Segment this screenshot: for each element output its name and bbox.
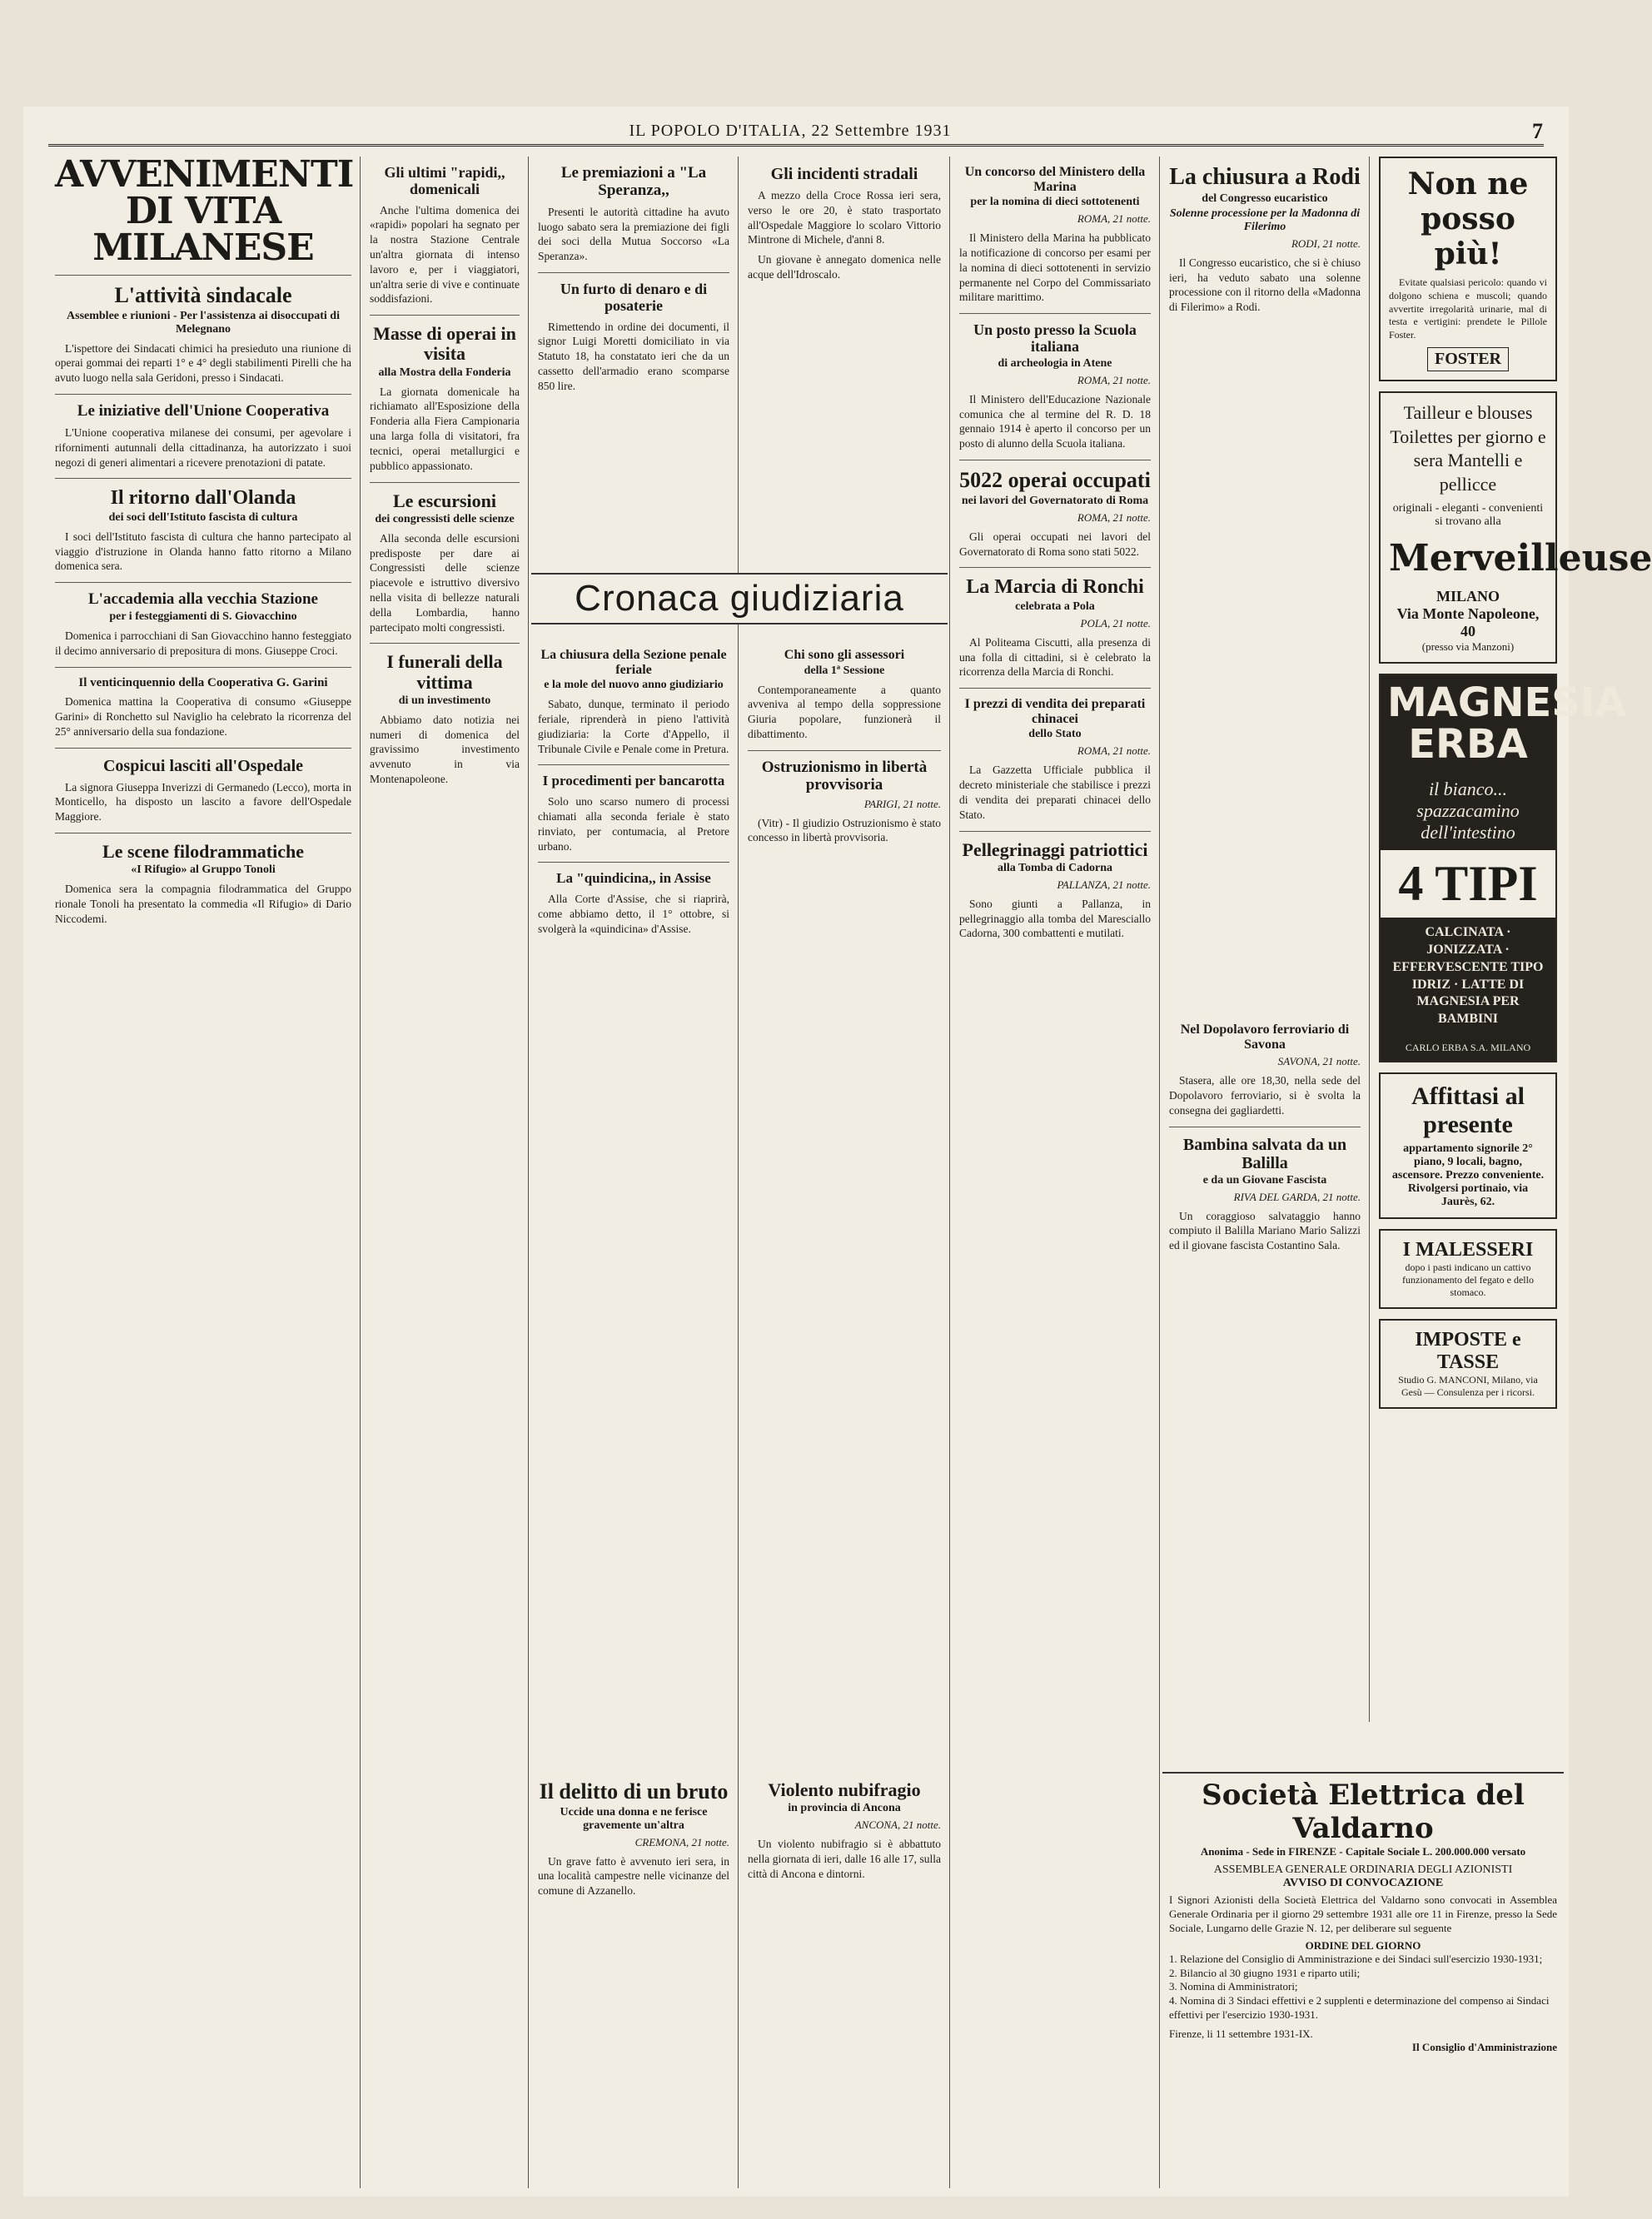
- masthead: [48, 118, 1544, 147]
- article-text: Un grave fatto è avvenuto ieri sera, in una località campestre nelle vicinanze del comune di Azzanello.: [538, 1854, 729, 1898]
- article-subtitle: di archeologia in Atene: [998, 356, 1112, 370]
- article-subtitle: per i festeggiamenti di S. Giovacchino: [109, 610, 297, 624]
- article-title: La Marcia di Ronchi: [966, 576, 1144, 599]
- notice-assembly: ASSEMBLEA GENERALE ORDINARIA DEGLI AZIONISTI: [1213, 1863, 1513, 1876]
- column-rule: [528, 157, 529, 2188]
- section-headline: AVVENIMENTI DI VITA MILANESE: [55, 153, 354, 269]
- article-title: Le premiazioni a "La Speranza,,: [560, 164, 707, 199]
- article-text: Gli operai occupati nei lavori del Governatorato di Roma sono stati 5022.: [959, 530, 1151, 558]
- article-subtitle: nei lavori del Governatorato di Roma: [961, 494, 1149, 507]
- column-rule: [1159, 157, 1160, 2188]
- ad-note: (presso via Manzoni): [1421, 639, 1515, 653]
- ad-malesseri: [1379, 1229, 1557, 1309]
- article-title: L'attività sindacale: [114, 283, 292, 307]
- newspaper-page: [23, 107, 1652, 2197]
- article-text: La Gazzetta Ufficiale pubblica il decreto ministeriale che stabilisce i prezzi di vendita dei preparati chinacei dello Stato.: [959, 764, 1151, 821]
- article-text: Contemporaneamente a quanto avveniva al tempo della soppressione Giuria popolare, funzionerà il dibattimento.: [748, 683, 941, 741]
- article-title: Le iniziative dell'Unione Cooperativa: [77, 402, 330, 420]
- article-title: Il venticinquennio della Cooperativa G. Garini: [78, 675, 328, 689]
- ad-title: MAGNESIA ERBA: [1381, 675, 1555, 773]
- article-text: Abbiamo dato notizia nei numeri di domenica del gravissimo investimento avvenuto in via Montenapoleone.: [370, 713, 520, 786]
- article-text: Un violento nubifragio si è abbattuto nella giornata di ieri, dalle 16 alle 17, sulla città di Ancona e dintorni.: [748, 1838, 941, 1880]
- ad-title: Affittasi al presente: [1411, 1082, 1525, 1139]
- ad-affittasi: [1379, 1072, 1557, 1219]
- article-text: Solo uno scarso numero di processi chiamati alla seconda feriale è stato rinviato, per contumacia, al Pretore urbano.: [538, 795, 729, 853]
- article-text: Stasera, alle ore 18,30, nella sede del Dopolavoro ferroviario, si è svolta la consegna dei gagliardetti.: [1169, 1074, 1361, 1117]
- ad-foster: [1379, 157, 1557, 381]
- article-title: Nel Dopolavoro ferroviario di Savona: [1180, 1022, 1350, 1052]
- dateline: ROMA, 21 notte.: [1077, 510, 1151, 524]
- ad-city: MILANO: [1436, 587, 1500, 605]
- article-text: L'Unione cooperativa milanese dei consumi, per agevolare i rifornimenti autunnali della cittadinanza, ha autorizzato i suoi negozi di generi alimentari a ricevere prenotazioni di patate.: [55, 425, 351, 469]
- article-subtitle: «I Rifugio» al Gruppo Tonoli: [131, 863, 276, 877]
- article-text: I soci dell'Istituto fascista di cultura che hanno partecipato al viaggio d'istruzione in Olanda hanno fatto ritorno a Milano domenica sera.: [55, 530, 351, 573]
- article-text: Presenti le autorità cittadine ha avuto luogo sabato sera la premiazione dei figli dei soci della Mutua Soccorso «La Speranza».: [538, 205, 729, 263]
- article-title: Ostruzionismo in libertà provvisoria: [761, 758, 928, 794]
- article-title: La "quindicina,, in Assise: [556, 870, 711, 887]
- article-title: Masse di operai in visita: [373, 323, 516, 365]
- notice-order-title: ORDINE DEL GIORNO: [1305, 1938, 1421, 1952]
- ad-title: I MALESSERI: [1402, 1239, 1534, 1261]
- article-text: Un giovane è annegato domenica nelle acque dell'Idroscalo.: [748, 253, 941, 281]
- dateline: PALLANZA, 21 notte.: [1057, 878, 1151, 891]
- article-subtitle: celebrata a Pola: [1015, 600, 1095, 613]
- article-title: Gli incidenti stradali: [770, 165, 918, 183]
- article-text: Il Ministero della Marina ha pubblicato la notificazione di concorso per esami per la nomina di dieci sottotenenti in servizio permanente nel Corpo del Commissariato militare marittimo.: [959, 231, 1151, 304]
- article-subtitle: Solenne processione per la Madonna di Filerimo: [1169, 206, 1361, 233]
- notice-text: I Signori Azionisti della Società Elettrica del Valdarno sono convocati in Assemblea Generale Ordinaria per il giorno 29 settembre 1931 alle ore 11 in Firenze, presso la Sede Sociale, Lungarno delle Grazie N. 12, per deliberare sul seguente: [1169, 1893, 1557, 1934]
- dateline: SAVONA, 21 notte.: [1277, 1055, 1361, 1068]
- column-rule: [360, 157, 361, 2188]
- article-title: Il delitto di un bruto: [539, 1779, 729, 1804]
- article-subtitle: del Congresso eucaristico: [1202, 192, 1328, 205]
- article-title: Le escursioni: [392, 490, 497, 511]
- ad-text: appartamento signorile 2° piano, 9 locali, bagno, ascensore. Prezzo conveniente. Rivolgersi portinaio, via Jaurès, 62.: [1391, 1142, 1545, 1209]
- column-rule: [949, 157, 950, 2188]
- notice-company-sub: Anonima - Sede in FIRENZE - Capitale Sociale L. 200.000.000 versato: [1200, 1845, 1526, 1858]
- page-number: 7: [1531, 118, 1544, 143]
- article-title: La chiusura della Sezione penale feriale: [540, 648, 727, 677]
- ad-brand: CARLO ERBA S.A. MILANO: [1381, 1035, 1555, 1061]
- article-subtitle: alla Mostra della Fonderia: [378, 366, 511, 379]
- dateline: RIVA DEL GARDA, 21 notte.: [1233, 1190, 1361, 1203]
- notice-valdarno: [1162, 1772, 1564, 2188]
- ad-text: Evitate qualsiasi pericolo: quando vi dolgono schiena e muscoli; quando avvertite irregolarità urinarie, mal di testa e vertigini: prendete le Pillole Foster.: [1389, 276, 1547, 341]
- column-4-bottom: [741, 1772, 948, 2188]
- notice-item: 3. Nomina di Amministratori;: [1169, 1980, 1298, 1993]
- notice-date: Firenze, li 11 settembre 1931-IX.: [1169, 2027, 1313, 2041]
- ad-title: Tailleur e blouses Toilettes per giorno e sera Mantelli e pellicce: [1390, 402, 1546, 495]
- article-text: La signora Giuseppa Inverizzi di Germanedo (Lecco), morta in Monticello, ha disposto un lascito a favore dell'Ospedale Maggiore.: [55, 780, 351, 823]
- article-title: Gli ultimi "rapidi,, domenicali: [384, 164, 505, 197]
- dateline: PARIGI, 21 notte.: [863, 797, 941, 810]
- section-headline: Cronaca giudiziaria: [575, 578, 904, 619]
- article-text: Domenica mattina la Cooperativa di consumo «Giuseppe Garini» di Ronchetto sul Naviglio ha celebrato la ricorrenza del 25° anniversario della sua fondazione.: [55, 695, 351, 738]
- article-title: La chiusura a Rodi: [1169, 164, 1361, 190]
- article-text: Un coraggioso salvataggio hanno compiuto il Balilla Mariano Mario Salizzi ed il giovane fascista Costantino Sala.: [1169, 1209, 1361, 1252]
- article-text: La giornata domenicale ha richiamato all'Esposizione della Fonderia alla Fiera Campionaria una larga folla di visitatori, fra tecnici, operai metallurgici e pubblico appassionato.: [370, 385, 520, 472]
- dateline: ROMA, 21 notte.: [1077, 212, 1151, 226]
- article-subtitle: e la mole del nuovo anno giudiziario: [544, 679, 724, 692]
- article-subtitle: alla Tomba di Cadorna: [997, 861, 1113, 874]
- article-subtitle: di un investimento: [398, 694, 491, 707]
- column-2: [363, 157, 526, 2188]
- column-1: [48, 153, 358, 2188]
- column-5: [953, 157, 1157, 2188]
- notice-item: 4. Nomina di 3 Sindaci effettivi e 2 supplenti e determinazione del compenso ai Sindaci effettivi per l'esercizio 1930-1931.: [1169, 1994, 1550, 2022]
- article-text: Il Ministero dell'Educazione Nazionale comunica che al termine del R. D. 18 gennaio 1914 è aperto il concorso per un posto di alunno della Scuola italiana.: [959, 392, 1151, 450]
- ad-magnesia: [1379, 674, 1626, 1063]
- article-title: Violento nubifragio: [768, 1779, 921, 1800]
- article-subtitle: per la nomina di dieci sottotenenti: [970, 196, 1140, 209]
- article-text: (Vitr) - Il giudizio Ostruzionismo è stato concesso in libertà provvisoria.: [748, 816, 941, 844]
- dateline: CREMONA, 21 notte.: [634, 1835, 729, 1848]
- notice-item: 1. Relazione del Consiglio di Amministrazione e dei Sindaci sull'esercizio 1930-1931;: [1169, 1952, 1543, 1965]
- column-6-lower: [1162, 1014, 1367, 1764]
- article-text: Il Congresso eucaristico, che si è chiuso ieri, ha veduto sabato una solenne processione con il ritorno della «Madonna di Filerimo» a Rodi.: [1169, 256, 1361, 314]
- article-title: Pellegrinaggi patriottici: [962, 838, 1148, 860]
- notice-title: AVVISO DI CONVOCAZIONE: [1282, 1877, 1444, 1889]
- article-title: L'accademia alla vecchia Stazione: [88, 590, 318, 609]
- article-subtitle: Assemblee e riunioni - Per l'assistenza ai disoccupati di Melegnano: [67, 309, 340, 336]
- article-text: Anche l'ultima domenica dei «rapidi» popolari ha segnato per la nostra Stazione Centrale un'altra giornata di intenso lavoro e, per i viaggiatori, un'altra serie di vive e continuate soddisfazioni.: [370, 203, 520, 306]
- column-rule: [1369, 157, 1370, 1722]
- article-title: Il ritorno dall'Olanda: [110, 487, 296, 510]
- ad-title: IMPOSTE e TASSE: [1415, 1329, 1521, 1374]
- ad-merveilleuse: [1379, 391, 1652, 663]
- article-text: Al Politeama Ciscutti, alla presenza di una folla di cittadini, si è celebrato la ricorrenza della Marcia di Ronchi.: [959, 635, 1151, 679]
- article-text: A mezzo della Croce Rossa ieri sera, verso le ore 20, è stato trasportato all'Ospedale Maggiore lo scolaro Vittorio Mintrone di Michele, d'anni 8.: [748, 189, 941, 246]
- article-title: I prezzi di vendita dei preparati chinacei: [964, 697, 1146, 726]
- ad-list: CALCINATA · JONIZZATA · EFFERVESCENTE TIPO IDRIZ · LATTE DI MAGNESIA PER BAMBINI: [1381, 918, 1555, 1035]
- ad-foster-logo: FOSTER: [1427, 347, 1509, 371]
- dateline: POLA, 21 notte.: [1080, 616, 1151, 629]
- article-title: Chi sono gli assessori: [784, 648, 905, 662]
- article-title: Un furto di denaro e di posaterie: [560, 281, 708, 314]
- ad-address: Via Monte Napoleone, 40: [1396, 605, 1540, 639]
- column-rule: [738, 157, 739, 2188]
- article-subtitle: della 1ª Sessione: [804, 664, 885, 677]
- article-text: Alla seconda delle escursioni predisposte per dare ai Congressisti delle scienze piacevole e istruttivo diversivo nella visita di bellezze naturali della Lombardia, hanno partecipato molti congressisti.: [370, 531, 520, 634]
- article-title: I funerali della vittima: [386, 651, 503, 693]
- article-subtitle: dei congressisti delle scienze: [375, 512, 515, 525]
- article-title: I procedimenti per bancarotta: [542, 773, 725, 789]
- article-subtitle: Uccide una donna e ne ferisce gravemente un'altra: [560, 1805, 708, 1832]
- article-text: Domenica sera la compagnia filodrammatica del Gruppo rionale Tonoli ha presentato la commedia «Il Rifugio» di Dario Niccodemi.: [55, 883, 351, 925]
- article-text: Rimettendo in ordine dei documenti, il signor Luigi Moretti domiciliato in via Statuto 18, ha constatato ieri che da un cassetto dell'armadio erano scomparse 850 lire.: [538, 320, 729, 392]
- masthead-title: IL POPOLO D'ITALIA, 22 Settembre 1931: [629, 122, 952, 140]
- article-text: Alla Corte d'Assise, che si riaprirà, come abbiamo detto, il 1° ottobre, si svolgerà la «quindicina» d'Assise.: [538, 893, 729, 935]
- article-title: Bambina salvata da un Balilla: [1182, 1135, 1347, 1172]
- article-title: Un posto presso la Scuola italiana: [973, 321, 1137, 356]
- notice-item: 2. Bilancio al 30 giugno 1931 e riparto utili;: [1169, 1966, 1361, 1979]
- ad-brand: Merveilleuse: [1389, 536, 1652, 580]
- column-4-judicial: [741, 639, 948, 1722]
- ad-title: Non ne posso più!: [1407, 167, 1529, 271]
- ad-text: dopo i pasti indicano un cattivo funzionamento del fegato e dello stomaco.: [1402, 1261, 1534, 1299]
- ad-slogan: il bianco... spazzacamino dell'intestino: [1381, 772, 1555, 850]
- article-text: Domenica i parrocchiani di San Giovacchino hanno festeggiato il decimo anniversario di prepositura di mons. Giuseppe Croci.: [55, 629, 351, 657]
- notice-company: Società Elettrica del Valdarno: [1202, 1779, 1525, 1845]
- article-text: Sabato, dunque, terminato il periodo feriale, riprenderà in pieno l'attività giudiziaria: la Corte d'Appello, il Tribunale Civile e Penale come in Pretura.: [538, 698, 729, 755]
- ad-tipi: 4 TIPI: [1398, 856, 1538, 912]
- dateline: ANCONA, 21 notte.: [854, 1818, 941, 1832]
- ad-subtitle: originali - eleganti - convenienti si trovano alla: [1392, 501, 1544, 528]
- article-subtitle: e da un Giovane Fascista: [1202, 1173, 1327, 1187]
- article-title: Cospicui lasciti all'Ospedale: [102, 756, 304, 775]
- article-subtitle: dei soci dell'Istituto fascista di cultura: [108, 510, 298, 524]
- article-text: Sono giunti a Pallanza, in pellegrinaggio alla tomba del Maresciallo Cadorna, 300 combattenti e mutilati.: [959, 897, 1151, 940]
- dateline: RODI, 21 notte.: [1291, 236, 1361, 250]
- article-subtitle: in provincia di Ancona: [788, 1802, 901, 1815]
- dateline: ROMA, 21 notte.: [1077, 744, 1151, 758]
- column-3-bottom: [531, 1772, 736, 2188]
- ad-imposte: [1379, 1319, 1557, 1409]
- ad-text: Studio G. MANCONI, Milano, via Gesù — Consulenza per i ricorsi.: [1398, 1374, 1538, 1399]
- article-subtitle: dello Stato: [1028, 728, 1082, 741]
- dateline: ROMA, 21 notte.: [1077, 373, 1151, 386]
- article-text: L'ispettore dei Sindacati chimici ha presieduto una riunione di operai gommai dei reparti 1° e 4° degli stabilimenti Pirelli che ha avuto luogo nella sala Geridoni, presso i Sindacati.: [55, 341, 351, 385]
- notice-board: Il Consiglio d'Amministrazione: [1411, 2041, 1557, 2054]
- column-3-judicial: [531, 639, 736, 1722]
- article-title: 5022 operai occupati: [959, 468, 1151, 493]
- article-title: Le scene filodrammatiche: [102, 841, 304, 863]
- article-title: Un concorso del Ministero della Marina: [964, 165, 1146, 194]
